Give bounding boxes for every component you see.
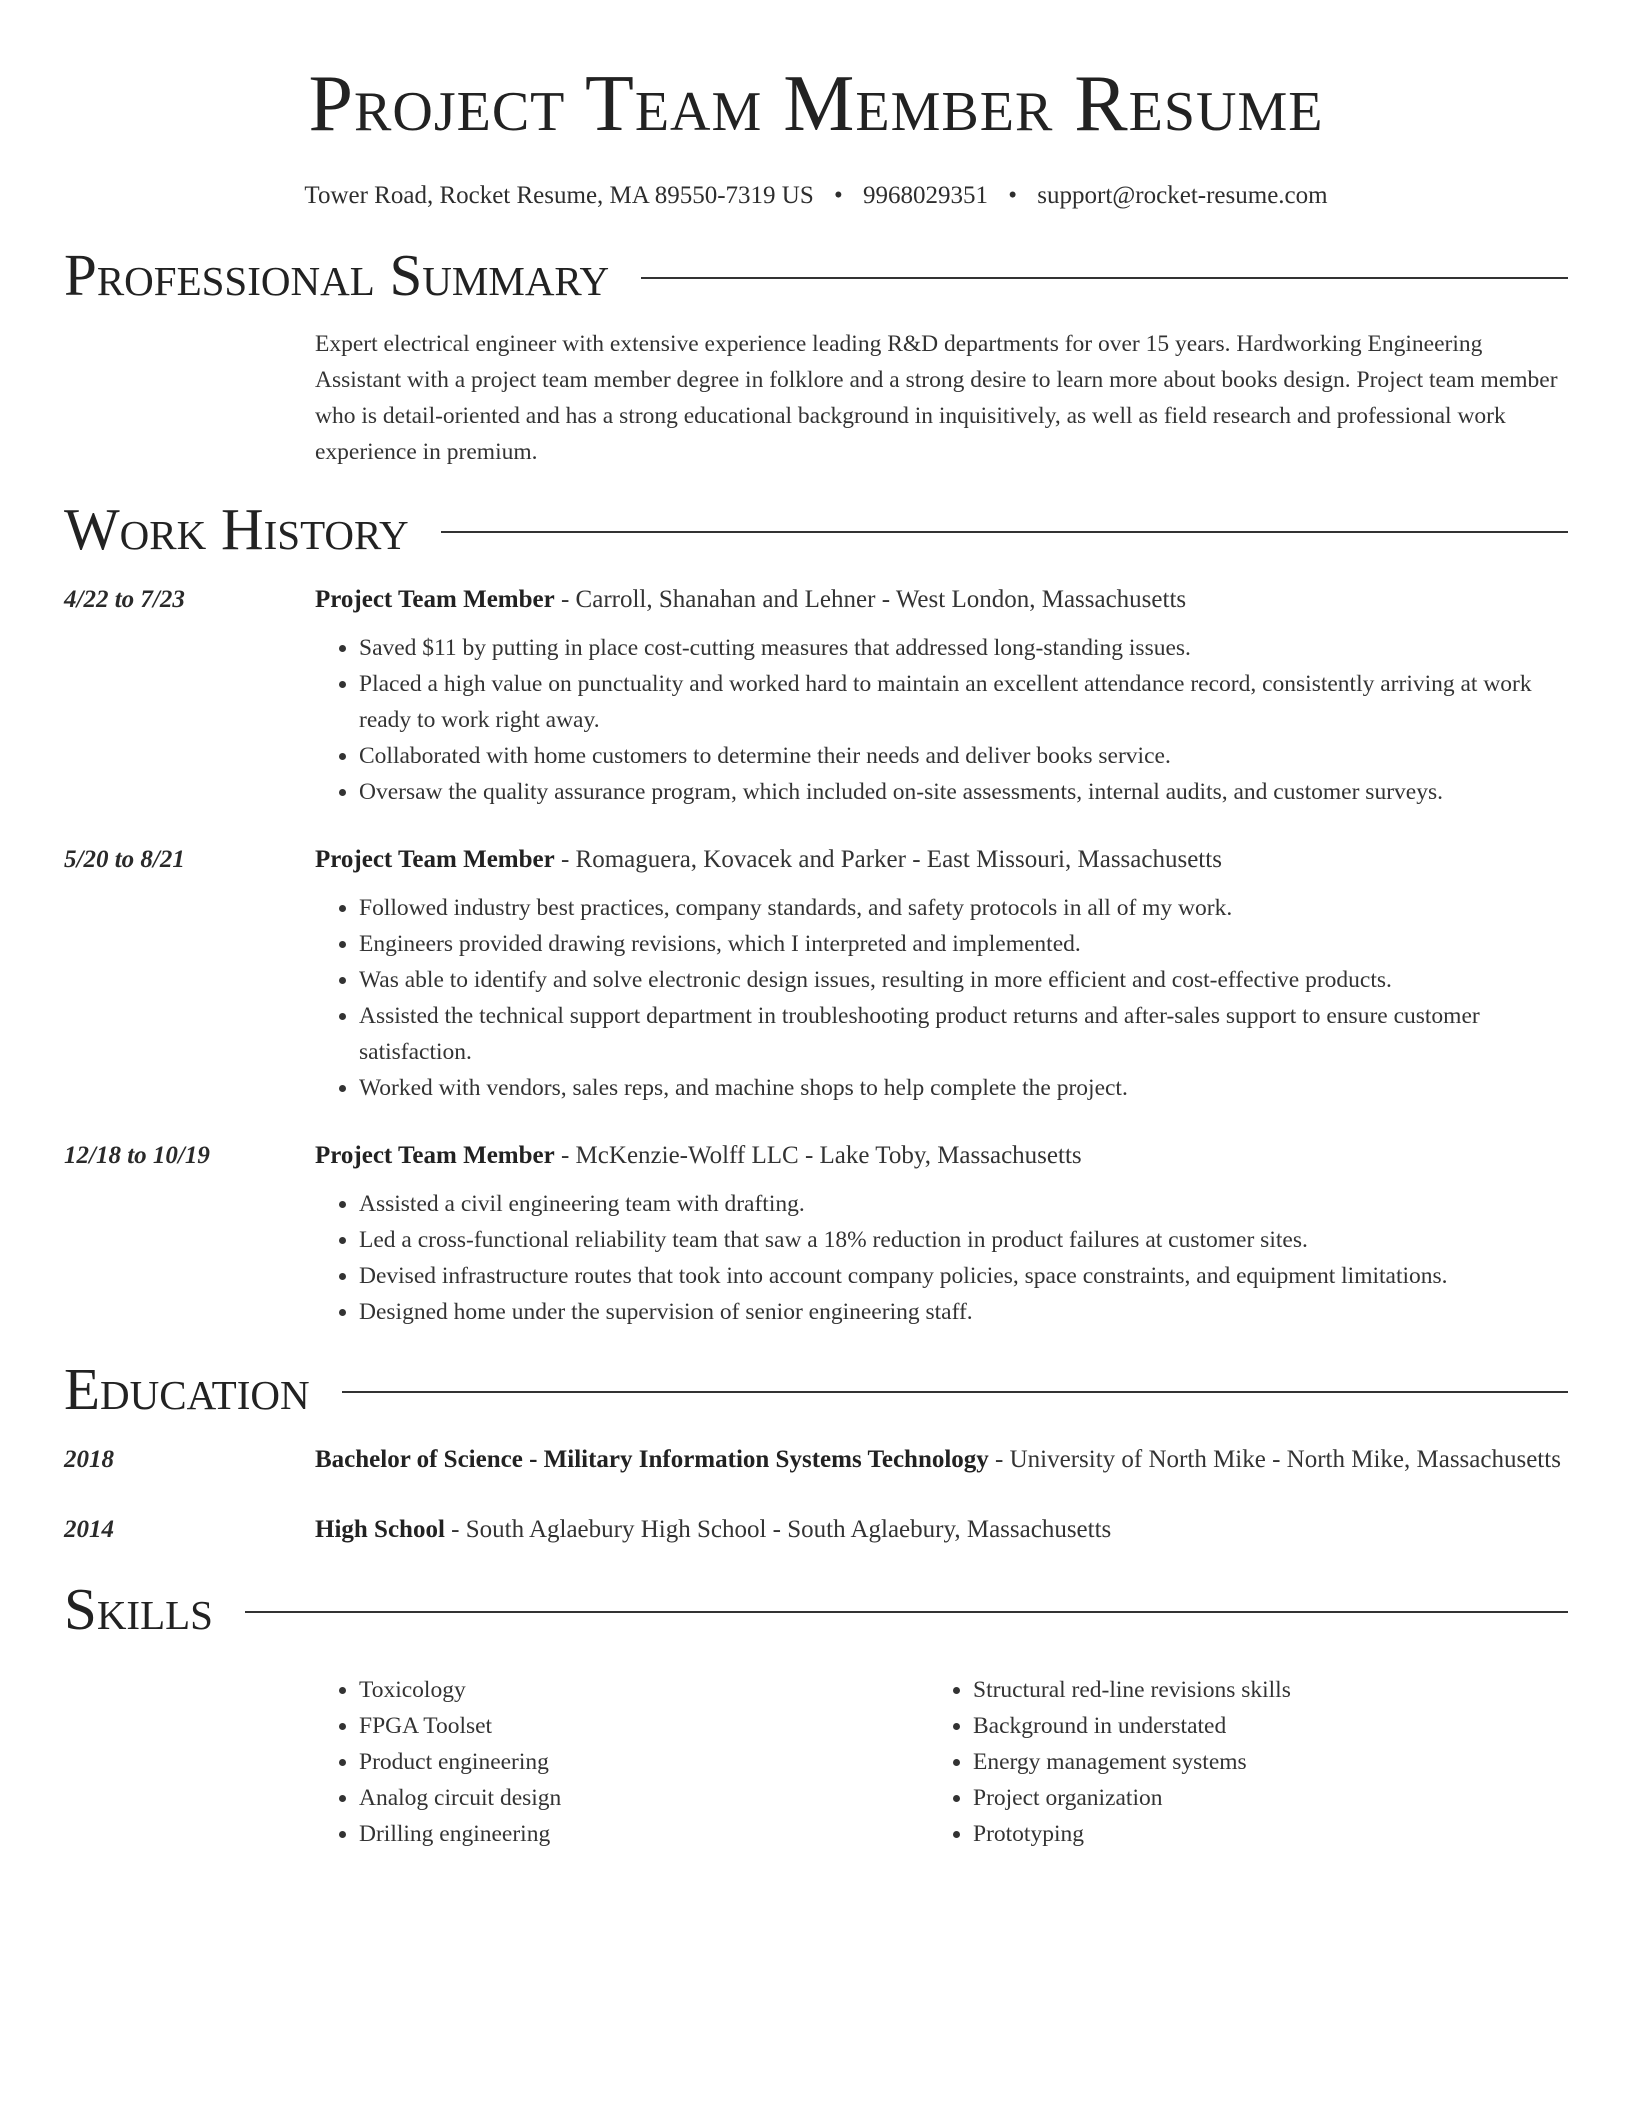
job-bullets bbox=[315, 1186, 1568, 1330]
job-title: Project Team Member bbox=[315, 586, 555, 613]
education-list bbox=[64, 1440, 1568, 1550]
job-bullet: • Assisted the technical support department in troubleshooting product returns and after-sales support to ensure customer satisfaction. bbox=[359, 998, 1568, 1070]
skill-item: • Energy management systems bbox=[973, 1744, 1543, 1780]
job-dates: 5/20 to 8/21 bbox=[64, 846, 185, 873]
job-bullet: • Devised infrastructure routes that took into account company policies, space constraints, and equipment limitations. bbox=[359, 1258, 1568, 1294]
contact-line bbox=[64, 180, 1568, 212]
job-bullets bbox=[315, 890, 1568, 1106]
contact-phone: 9968029351 bbox=[863, 182, 989, 209]
skills-left-list bbox=[315, 1672, 929, 1852]
job-bullet: • Worked with vendors, sales reps, and machine shops to help complete the project. bbox=[359, 1070, 1568, 1106]
contact-separator: • bbox=[834, 182, 843, 209]
summary-heading: Professional Summary bbox=[64, 242, 610, 308]
resume-page bbox=[64, 0, 1568, 1852]
job-bullet: • Engineers provided drawing revisions, which I interpreted and implemented. bbox=[359, 926, 1568, 962]
skill-item: • Analog circuit design bbox=[359, 1780, 929, 1816]
job-dates: 12/18 to 10/19 bbox=[64, 1142, 210, 1169]
skill-item: • Drilling engineering bbox=[359, 1816, 929, 1852]
contact-separator: • bbox=[1008, 182, 1018, 209]
job-bullet: • Assisted a civil engineering team with drafting. bbox=[359, 1186, 1568, 1222]
job-entry bbox=[64, 840, 1568, 1106]
job-bullet: • Followed industry best practices, company standards, and safety protocols in all of my work. bbox=[359, 890, 1568, 926]
education-section-header bbox=[64, 1356, 1568, 1422]
education-heading-line bbox=[315, 1440, 1568, 1480]
resume-title: Project Team Member Resume bbox=[308, 60, 1324, 148]
education-heading: Education bbox=[64, 1356, 310, 1422]
job-heading bbox=[315, 840, 1568, 880]
section-divider bbox=[245, 1611, 1568, 1613]
section-divider bbox=[342, 1391, 1568, 1393]
job-bullet: • Was able to identify and solve electronic design issues, resulting in more efficient and cost-effective products. bbox=[359, 962, 1568, 998]
work-history-list bbox=[64, 580, 1568, 1330]
job-title: Project Team Member bbox=[315, 846, 555, 873]
education-degree: High School bbox=[315, 1516, 445, 1543]
summary-text: Expert electrical engineer with extensive experience leading R&D departments for over 15 years. Hardworking Engineering Assistant with a project team member degree in folklore and a strong desire to learn more about books design. Project team member who is detail-oriented and has a strong educational background in inquisitively, as well as field research and professional work experience in premium. bbox=[315, 331, 1558, 465]
job-title: Project Team Member bbox=[315, 1142, 555, 1169]
education-entry bbox=[64, 1440, 1568, 1480]
section-divider bbox=[441, 531, 1568, 533]
job-bullet: • Oversaw the quality assurance program, which included on-site assessments, internal audits, and customer surveys. bbox=[359, 774, 1568, 810]
job-bullet: • Designed home under the supervision of senior engineering staff. bbox=[359, 1294, 1568, 1330]
job-bullets bbox=[315, 630, 1568, 810]
skills-columns bbox=[315, 1672, 1568, 1852]
job-entry bbox=[64, 1136, 1568, 1330]
skill-item: • Product engineering bbox=[359, 1744, 929, 1780]
education-heading-line bbox=[315, 1510, 1568, 1550]
summary-section-header bbox=[64, 242, 1568, 308]
skill-item: • Project organization bbox=[973, 1780, 1543, 1816]
education-details: - South Aglaebury High School - South Aglaebury, Massachusetts bbox=[444, 1516, 1112, 1543]
skills-section-header bbox=[64, 1576, 1568, 1642]
work-heading: Work History bbox=[64, 496, 409, 562]
job-bullet: • Placed a high value on punctuality and worked hard to maintain an excellent attendance record, consistently arriving at work ready to work right away. bbox=[359, 666, 1568, 738]
education-degree: Bachelor of Science - Military Information Systems Technology bbox=[315, 1446, 989, 1473]
contact-email: support@rocket-resume.com bbox=[1037, 182, 1328, 209]
job-details: - Carroll, Shanahan and Lehner - West London, Massachusetts bbox=[554, 586, 1187, 613]
job-dates: 4/22 to 7/23 bbox=[64, 586, 185, 613]
job-bullet: • Collaborated with home customers to determine their needs and deliver books service. bbox=[359, 738, 1568, 774]
skill-item: • Structural red-line revisions skills bbox=[973, 1672, 1543, 1708]
skills-heading: Skills bbox=[64, 1576, 213, 1642]
skill-item: • Toxicology bbox=[359, 1672, 929, 1708]
education-year: 2014 bbox=[64, 1516, 114, 1543]
skill-item: • FPGA Toolset bbox=[359, 1708, 929, 1744]
work-section-header bbox=[64, 496, 1568, 562]
education-entry bbox=[64, 1510, 1568, 1550]
job-entry bbox=[64, 580, 1568, 810]
contact-address: Tower Road, Rocket Resume, MA 89550-7319 US bbox=[304, 182, 814, 209]
job-details: - Romaguera, Kovacek and Parker - East Missouri, Massachusetts bbox=[554, 846, 1222, 873]
education-details: - University of North Mike - North Mike, Massachusetts bbox=[988, 1446, 1561, 1473]
skill-item: • Background in understated bbox=[973, 1708, 1543, 1744]
job-bullet: • Saved $11 by putting in place cost-cutting measures that addressed long-standing issues. bbox=[359, 630, 1568, 666]
section-divider bbox=[641, 277, 1568, 279]
job-heading bbox=[315, 1136, 1568, 1176]
skill-item: • Prototyping bbox=[973, 1816, 1543, 1852]
education-year: 2018 bbox=[64, 1446, 114, 1473]
skills-right-list bbox=[929, 1672, 1543, 1852]
job-details: - McKenzie-Wolff LLC - Lake Toby, Massachusetts bbox=[554, 1142, 1082, 1169]
job-bullet: • Led a cross-functional reliability team that saw a 18% reduction in product failures at customer sites. bbox=[359, 1222, 1568, 1258]
job-heading bbox=[315, 580, 1568, 620]
